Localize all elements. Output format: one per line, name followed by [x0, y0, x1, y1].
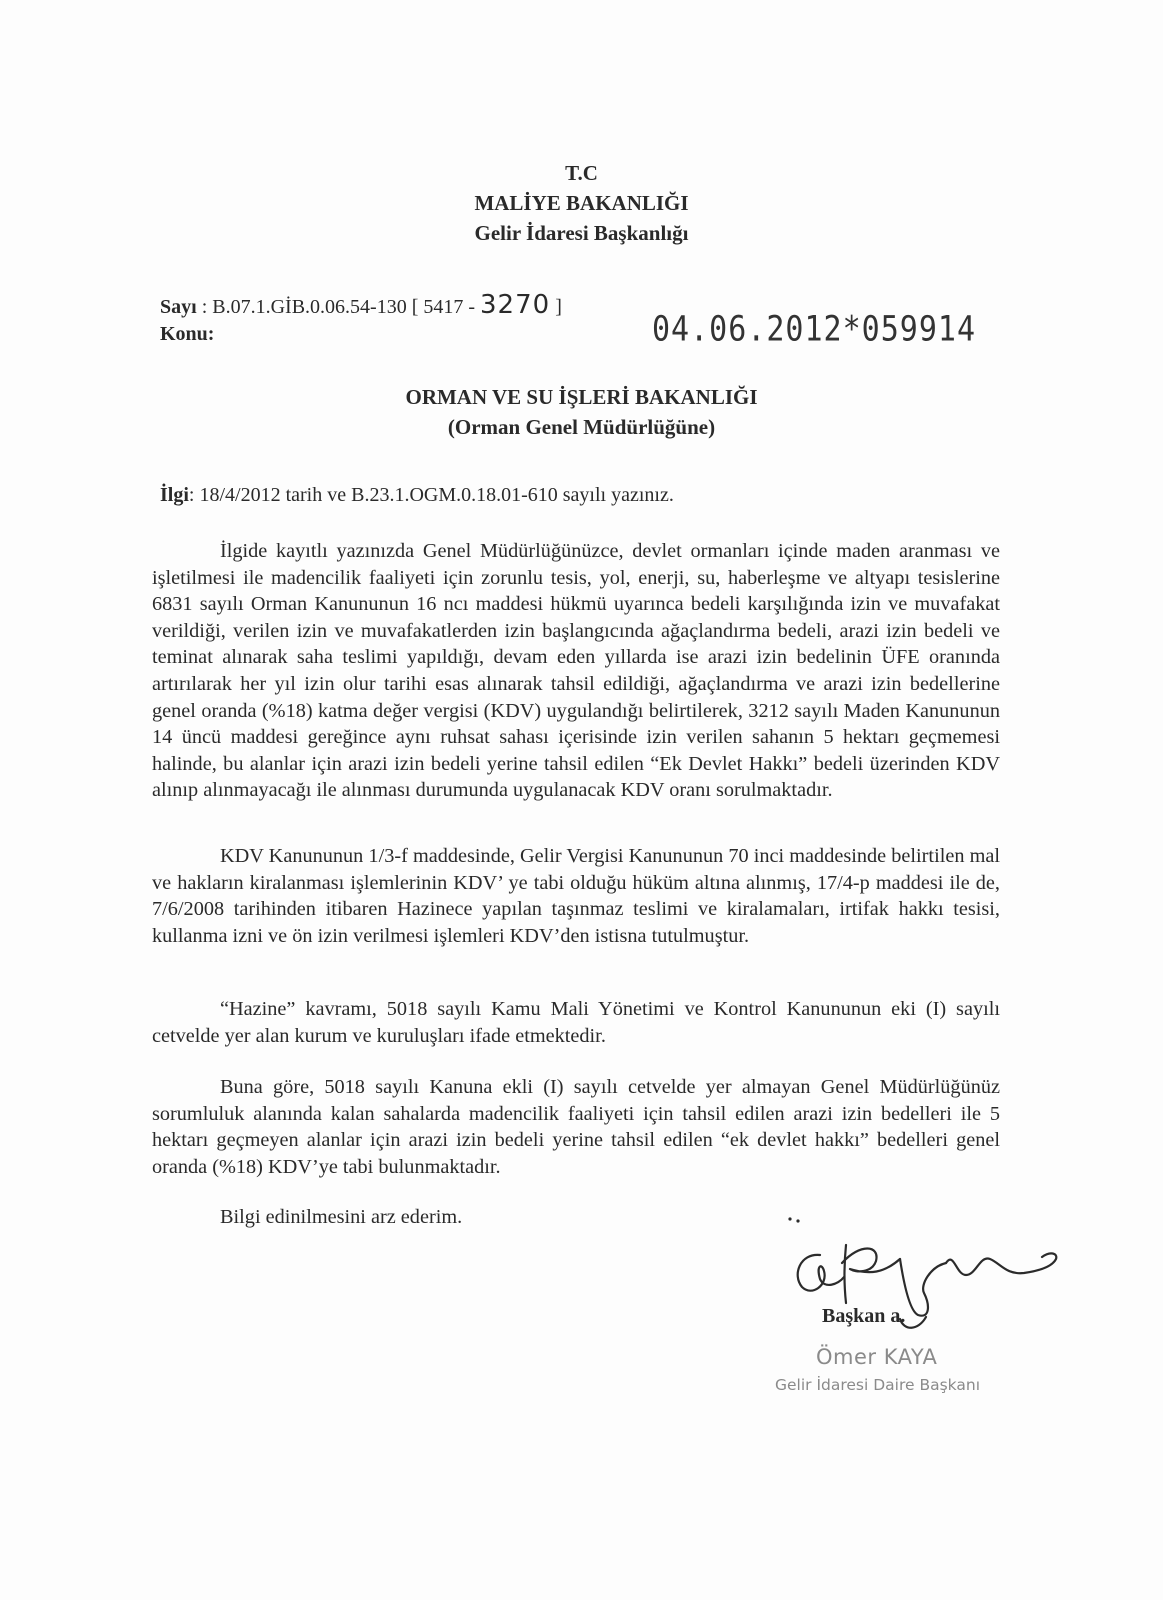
sayi-close: ] — [555, 296, 562, 318]
signatory-name: Ömer KAYA — [816, 1345, 938, 1369]
sayi-label: Sayı — [160, 296, 197, 318]
letterhead-ministry: MALİYE BAKANLIĞI — [474, 191, 689, 215]
closing-line: Bilgi edinilmesini arz ederim. — [220, 1206, 463, 1228]
signature-role: Başkan a. — [822, 1305, 906, 1327]
addressee-directorate: (Orman Genel Müdürlüğüne) — [447, 415, 716, 439]
letterhead — [0, 158, 1163, 248]
letterhead-tc: T.C — [565, 161, 598, 185]
body-paragraph-2: KDV Kanununun 1/3-f maddesinde, Gelir Vergisi Kanununun 70 inci maddesinde belirtilen mal ve hakların kiralanması işlemlerinin KDV’ ye tabi olduğu hüküm altına alınmış, 17/4-p maddesi ile de, 7/6/2008 tarihinden itibaren Hazinece yapılan taşınmaz teslimi ve kiralamaları, irtifak hakkı tesisi, kullanma izni ve ön izin verilmesi işlemleri KDV’den istisna tutulmuştur. — [152, 845, 1000, 947]
konu-label: Konu: — [160, 323, 215, 345]
body-paragraph-4: Buna göre, 5018 sayılı Kanuna ekli (I) sayılı cetvelde yer almayan Genel Müdürlüğünüz sorumluluk alanında kalan sahalarda madencilik faaliyeti için tahsil edilen arazi izin bedelleri ile 5 hektarı geçmeyen alanlar için arazi izin bedeli yerine tahsil edilen “ek devlet hakkı” bedelleri genel oranda (%18) KDV’ye tabi bulunmaktadır. — [152, 1076, 1000, 1178]
ilgi-text: : 18/4/2012 tarih ve B.23.1.OGM.0.18.01-610 sayılı yazınız. — [188, 484, 674, 506]
sayi-line — [160, 292, 562, 321]
body-paragraph-3: “Hazine” kavramı, 5018 sayılı Kamu Mali Yönetimi ve Kontrol Kanununun eki (I) sayılı cetvelde yer alan kurum ve kuruluşları ifade etmektedir. — [152, 998, 1000, 1047]
sayi-value: : B.07.1.GİB.0.06.54-130 [ 5417 - — [201, 296, 476, 318]
reference-block — [160, 292, 562, 348]
signatory-title: Gelir İdaresi Daire Başkanı — [775, 1376, 981, 1394]
addressee-ministry: ORMAN VE SU İŞLERİ BAKANLIĞI — [405, 385, 758, 409]
ilgi-line — [160, 484, 674, 507]
body-paragraph-1: İlgide kayıtlı yazınızda Genel Müdürlüğünüzce, devlet ormanları içinde maden aranması ve işletilmesi ile madencilik faaliyeti için zorunlu tesis, yol, enerji, su, haberleşme ve altyapı tesislerine 6831 sayılı Orman Kanununun 16 ncı maddesi hükmü uyarınca bedeli karşılığında izin ve muvafakat verildiği, verilen izin ve muvafakatlerden izin başlangıcında ağaçlandırma bedeli, arazi izin bedeli ve teminat alınarak saha teslimi yapıldığı, devam eden yıllarda ise arazi izin bedelinin ÜFE oranında artırılarak her yıl izin olur tarihi esas alınarak tahsil edildiği, ağaçlandırma ve arazi izin bedellerine genel oranda (%18) katma değer vergisi (KDV) uygulandığı belirtilerek, 3212 sayılı Maden Kanununun 14 üncü maddesi gereğince aynı ruhsat sahası içerisinde izin verilen sahanın 5 hektarı geçmemesi halinde, bu alanlar için arazi izin bedeli yerine tahsil edilen “Ek Devlet Hakkı” bedeli üzerinden KDV alınıp alınmayacağı ile alınması durumunda uygulanacak KDV oranı sorulmaktadır. — [152, 540, 1000, 802]
registry-stamp: 04.06.2012*059914 — [652, 309, 977, 350]
konu-line — [160, 321, 562, 348]
sayi-handwritten-number: 3270 — [480, 290, 551, 320]
ilgi-label: İlgi — [160, 484, 189, 506]
addressee — [0, 382, 1163, 442]
letterhead-department: Gelir İdaresi Başkanlığı — [474, 221, 689, 245]
